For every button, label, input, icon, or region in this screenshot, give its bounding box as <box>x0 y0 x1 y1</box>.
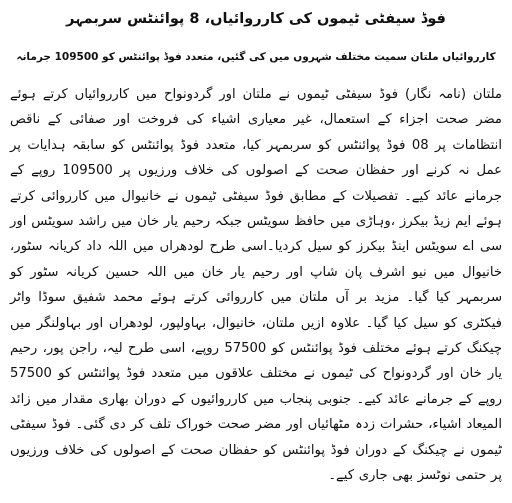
headline-main: فوڈ سیفٹی ٹیموں کی کارروائیاں، 8 پوائنٹس سربمہر <box>66 11 446 27</box>
headline-sub: کارروائیاں ملتان سمیت مختلف شہروں میں کی گئیں، متعدد فوڈ پوائنٹس کو 109500 جرمانہ <box>16 51 496 63</box>
article-body: ملتان (نامہ نگار) فوڈ سیفٹی ٹیموں نے ملتان اور گردونواح میں کارروائیاں کرتے ہوئے مضر صحت اجزاء کے استعمال، غیر معیاری اشیاء کی فروخت اور صفائی کے ناقص انتظامات پر 08 فوڈ پوائنٹس کو سربمہر کیا، متعدد فوڈ پوائنٹس کو سابقہ ہدایات پر عمل نہ کرنے اور حفظان صحت کے اصولوں کی خلاف ورزیوں پر 109500 روپے کے جرمانے عائد کیے۔ تفصیلات کے مطابق فوڈ سیفٹی ٹیموں نے خانیوال میں کارروائی کرتے ہوئے ایم زیڈ بیکرز ،وہاڑی میں حافظ سویٹس جبکہ رحیم یار خان میں راشد سویٹس اور سی اے سویٹس اینڈ بیکرز کو سیل کردیا۔اسی طرح لودھراں میں اللہ داد کریانہ سٹور، خانیوال میں نیو اشرف پان شاپ اور رحیم یار خان میں اللہ حسین کریانہ سٹور کو سربمہر کیا گیا۔ مزید بر آں ملتان میں کارروائی کرتے ہوئے محمد شفیق سوڈا واٹر فیکٹری کو سیل کیا گیا۔ علاوہ ازیں ملتان، خانیوال، بہاولپور، لودھراں اور بہاولنگر میں چیکنگ کرتے ہوئے مختلف فوڈ پوائنٹس کو 57500 روپے، اسی طرح لیہ، راجن پور، رحیم یار خان اور گردونواح کی ٹیموں نے مختلف علاقوں میں متعدد فوڈ پوائنٹس کو 57500 روپے کے جرمانے عائد کیے۔ جنوبی پنجاب میں کارروائیوں کے دوران بھاری مقدار میں زائد المیعاد اشیاء، حشرات زدہ مٹھائیاں اور مضر صحت خوراک تلف کر دی گئی۔ فوڈ سیفٹی ٹیموں نے چیکنگ کے دوران فوڈ پوائنٹس کو حفظان صحت کے اصولوں کی خلاف ورزیوں پر حتمی نوٹسز بھی جاری کیے۔ <box>10 87 502 484</box>
